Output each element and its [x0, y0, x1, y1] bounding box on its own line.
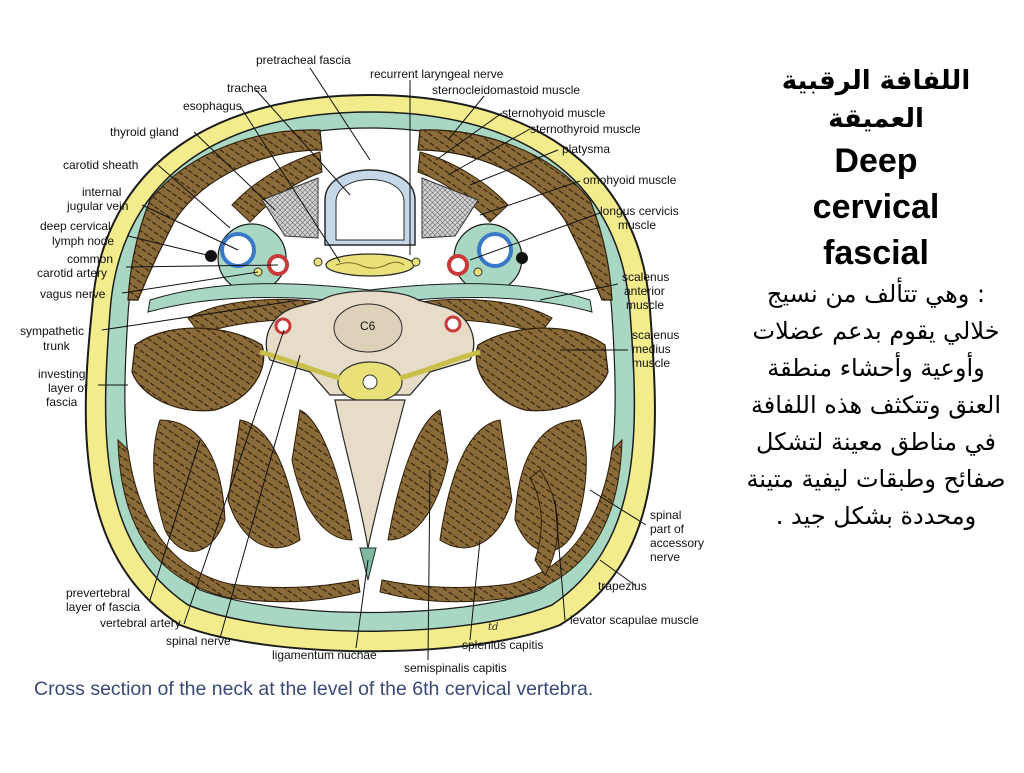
- label-common-carotid-1: common: [67, 252, 114, 266]
- label-deep-cervical-2: lymph node: [52, 234, 115, 248]
- label-recurrent-laryngeal-nerve: recurrent laryngeal nerve: [370, 67, 504, 81]
- label-internal-jugular-2: jugular vein: [67, 199, 129, 213]
- label-spinal-accessory-3: accessory: [650, 536, 705, 550]
- label-prevertebral-1: prevertebral: [66, 586, 131, 600]
- label-pretracheal-fascia: pretracheal fascia: [256, 53, 351, 67]
- label-prevertebral-2: layer of fascia: [66, 600, 141, 614]
- trachea-lumen: [336, 180, 404, 241]
- label-thyroid-gland: thyroid gland: [110, 125, 179, 139]
- lymph-node-right: [516, 252, 528, 264]
- label-scalenus-anterior-1: scalenus: [622, 270, 670, 284]
- label-longus-cervicis-2: muscle: [618, 218, 657, 232]
- label-sympathetic-1: sympathetic: [20, 324, 85, 338]
- recurrent-laryngeal-nerve-right: [412, 258, 420, 266]
- recurrent-laryngeal-nerve-left: [314, 258, 322, 266]
- label-semispinalis-capitis: semispinalis capitis: [404, 661, 507, 675]
- label-sympathetic-2: trunk: [43, 339, 70, 353]
- esophagus: [326, 254, 414, 276]
- label-spinal-nerve: spinal nerve: [166, 634, 231, 648]
- vertebral-artery-left: [276, 319, 290, 333]
- slide-title-english-2: cervical: [812, 188, 940, 226]
- label-scalenus-anterior-3: muscle: [626, 298, 665, 312]
- label-levator-scapulae: levator scapulae muscle: [570, 613, 699, 627]
- label-scalenus-anterior-2: anterior: [624, 284, 665, 298]
- label-vagus-nerve: vagus nerve: [40, 287, 106, 301]
- label-investing-1: investing: [38, 367, 86, 381]
- artist-signature: td: [488, 622, 499, 633]
- vertebra-label: C6: [360, 319, 376, 333]
- figure-caption: Cross section of the neck at the level of the 6th cervical vertebra.: [34, 678, 594, 700]
- label-omohyoid-muscle: omohyoid muscle: [583, 173, 677, 187]
- label-sternothyroid-muscle: sternothyroid muscle: [530, 122, 641, 136]
- label-esophagus: esophagus: [183, 99, 242, 113]
- slide-side-text: [742, 62, 1010, 535]
- label-common-carotid-2: carotid artery: [37, 266, 108, 280]
- label-deep-cervical-1: deep cervical: [40, 219, 111, 233]
- label-sternocleidomastoid-muscle: sternocleidomastoid muscle: [432, 83, 581, 97]
- label-platysma: platysma: [562, 142, 611, 156]
- internal-jugular-vein-right: [479, 234, 511, 266]
- label-investing-3: fascia: [46, 395, 78, 409]
- label-ligamentum-nuchae: ligamentum nuchae: [272, 648, 377, 662]
- label-spinal-accessory-4: nerve: [650, 550, 681, 564]
- label-internal-jugular-1: internal: [82, 185, 122, 199]
- vagus-nerve-right: [474, 268, 482, 276]
- label-carotid-sheath: carotid sheath: [63, 158, 139, 172]
- label-spinal-accessory-2: part of: [650, 522, 685, 536]
- common-carotid-artery-right: [449, 256, 467, 274]
- label-sternohyoid-muscle: sternohyoid muscle: [502, 106, 606, 120]
- label-splenius-capitis: splenius capitis: [462, 638, 544, 652]
- slide-title-arabic: اللفافة الرقبية العميقة: [781, 66, 971, 134]
- label-investing-2: layer of: [48, 381, 88, 395]
- vertebral-artery-right: [446, 317, 460, 331]
- label-scalenus-medius-2: medius: [632, 342, 671, 356]
- slide-body-arabic: : وهي تتألف من نسيج خلالي يقوم بدعم عضلات وأوعية وأحشاء منطقة العنق وتتكثف هذه اللفافة في مناطق معينة لتشكل صفائح وطبقات ليفية متينة ومحددة بشكل جيد .: [746, 280, 1006, 530]
- label-scalenus-medius-3: muscle: [632, 356, 671, 370]
- label-trapezius: trapezius: [598, 579, 647, 593]
- label-scalenus-medius-1: scalenus: [632, 328, 680, 342]
- slide-title-english-1: Deep: [834, 142, 918, 180]
- label-vertebral-artery: vertebral artery: [100, 616, 181, 630]
- label-spinal-accessory-1: spinal: [650, 508, 682, 522]
- label-trachea: trachea: [227, 81, 268, 95]
- label-longus-cervicis-1: longus cervicis: [600, 204, 679, 218]
- slide-title-english-3: fascial: [823, 234, 929, 272]
